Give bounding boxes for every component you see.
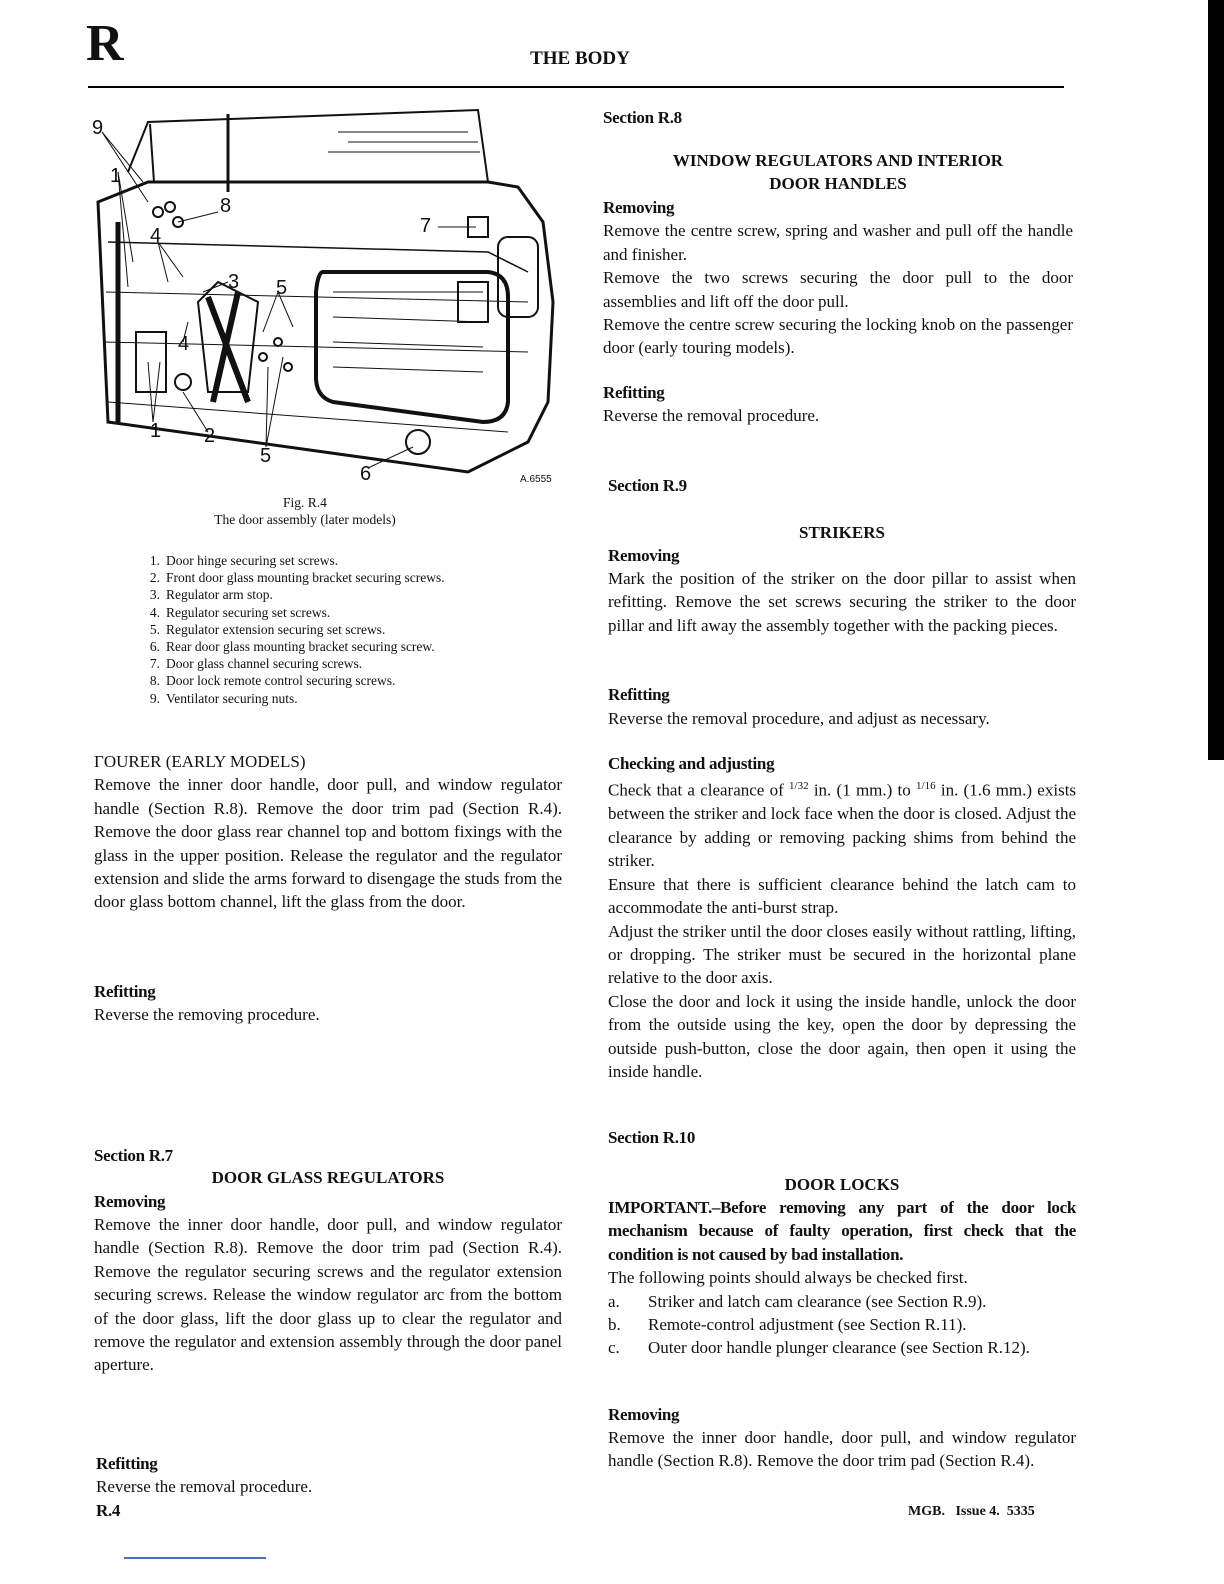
scan-mark	[124, 1557, 266, 1559]
r7-title: DOOR GLASS REGULATORS	[211, 1168, 445, 1187]
list-item: a. Striker and latch cam clearance (see Section R.9).	[608, 1291, 987, 1311]
list-item: 7. Door glass channel securing screws.	[149, 656, 363, 672]
r9-refit-text: Reverse the removal procedure, and adjust as necessary.	[608, 709, 990, 728]
door-assembly-figure	[88, 102, 560, 486]
r7-refit-text: Reverse the removal procedure.	[96, 1477, 313, 1496]
r9-removing-heading: Removing	[608, 546, 680, 565]
r9-section: Section R.9	[608, 476, 687, 495]
tourer-refit-heading: Refitting	[94, 982, 156, 1001]
figure-label-7: 7	[420, 215, 432, 237]
list-item: 9. Ventilator securing nuts.	[149, 690, 298, 706]
r8-refit-heading: Refitting	[603, 383, 665, 402]
r8-refit-text: Reverse the removal procedure.	[603, 406, 820, 425]
r10-intro: The following points should always be checked first.	[608, 1268, 968, 1288]
figure-ref: A.6555	[520, 474, 552, 485]
figure-key-list	[132, 552, 572, 707]
r9-check-heading: Checking and adjusting	[608, 754, 775, 773]
list-item: 3. Regulator arm stop.	[149, 587, 273, 603]
r10-block	[608, 1196, 1076, 1360]
issue-footer: MGB. Issue 4. 5335	[908, 1504, 1035, 1519]
r9-refit-heading: Refitting	[608, 685, 670, 704]
r8-title-line1: WINDOW REGULATORS AND INTERIOR	[672, 151, 1004, 170]
tourer-refit-text: Reverse the removing procedure.	[94, 1005, 320, 1024]
page-title: THE BODY	[530, 48, 630, 69]
figure-label-1b: 1	[150, 420, 162, 442]
tourer-body: Remove the inner door handle, door pull, and window regulator handle (Section R.8). Remove the door trim pad (Section R.4). Remove the door glass rear channel top and bottom fixings with the glass in the upper position. Release the regulator and the regulator extension and slide the arms forward to disengage the studs from the door glass bottom channel, lift the glass from the door.	[94, 775, 562, 912]
figure-number: Fig. R.4	[283, 495, 327, 510]
r7-refit-heading: Refitting	[96, 1454, 158, 1473]
r10-removing-text: Remove the inner door handle, door pull, and window regulator handle (Section R.8). Remove the door trim pad (Section R.4).	[608, 1428, 1076, 1471]
list-item: 5. Regulator extension securing set screws.	[149, 621, 386, 637]
r7-removing-heading: Removing	[94, 1192, 166, 1211]
r9-check-para-3: Adjust the striker until the door closes easily without rattling, lifting, or dropping. The striker must be secured in the horizontal plane relative to the door axis.	[608, 921, 1076, 988]
figure-caption: The door assembly (later models)	[214, 512, 396, 527]
figure-label-3: 3	[228, 271, 240, 293]
r9-check-para-2: Ensure that there is sufficient clearance behind the latch cam to accommodate the anti-burst strap.	[608, 874, 1076, 918]
r8-title-line2: DOOR HANDLES	[769, 174, 907, 193]
fraction-one-thirtysecond: 1/32	[789, 780, 809, 793]
header-rule	[88, 86, 1064, 88]
r7-removing-text: Remove the inner door handle, door pull, and window regulator handle (Section R.8). Remove the door trim pad (Section R.4). Remove the regulator securing screws and the regulator extension securing screws. Release the window regulator arc from the bottom of the door glass, lift the door glass up to clear the regulator and remove the regulator and extension assembly through the door panel aperture.	[94, 1215, 562, 1375]
r8-para-1: Remove the centre screw, spring and washer and pull off the handle and finisher.	[603, 221, 1073, 264]
r8-para-2: Remove the two screws securing the door pull to the door assemblies and lift off the door pull.	[603, 268, 1073, 311]
figure-label-9: 9	[92, 117, 104, 139]
r8-para-3: Remove the centre screw securing the locking knob on the passenger door (early touring models).	[603, 315, 1073, 358]
figure-label-5b: 5	[260, 445, 272, 467]
list-item: c. Outer door handle plunger clearance (see Section R.12).	[608, 1338, 1030, 1358]
r9-removing-text: Mark the position of the striker on the door pillar to assist when refitting. Remove the set screws securing the striker to the door pillar and lift away the assembly together with the packing pieces.	[608, 569, 1076, 635]
figure-label-8: 8	[220, 195, 232, 217]
tourer-heading: ΓOURER (EARLY MODELS)	[94, 752, 306, 771]
r7-section: Section R.7	[94, 1146, 173, 1165]
list-item: 1. Door hinge securing set screws.	[149, 553, 339, 568]
list-item: 2. Front door glass mounting bracket securing screws.	[149, 570, 445, 586]
r10-removing-heading: Removing	[608, 1405, 680, 1424]
r9-title: STRIKERS	[799, 523, 885, 542]
r9-check-block	[608, 752, 1076, 1083]
r8-removing-block	[603, 196, 1073, 360]
r8-section: Section R.8	[603, 108, 682, 127]
scan-edge-bar	[1208, 0, 1224, 760]
figure-label-5: 5	[276, 277, 288, 299]
door-assembly-illustration	[88, 102, 560, 486]
figure-label-6: 6	[360, 463, 372, 485]
page-number: R.4	[96, 1501, 121, 1520]
list-item: 4. Regulator securing set screws.	[149, 604, 331, 620]
r10-section: Section R.10	[608, 1128, 696, 1147]
list-item: 8. Door lock remote control securing screws.	[149, 673, 396, 689]
list-item: 6. Rear door glass mounting bracket securing screw.	[149, 639, 435, 655]
r8-removing-heading: Removing	[603, 198, 675, 217]
figure-label-4: 4	[150, 225, 162, 247]
fraction-one-sixteenth: 1/16	[916, 780, 936, 793]
r10-important: IMPORTANT.–Before removing any part of the door lock mechanism because of faulty operation, first check that the condition is not caused by bad installation.	[608, 1198, 1076, 1264]
r10-title: DOOR LOCKS	[784, 1175, 900, 1194]
r9-check-para-4: Close the door and lock it using the inside handle, unlock the door from the outside using the key, open the door by depressing the outside push-button, close the door again, then open it using the inside handle.	[608, 991, 1076, 1081]
chapter-letter: R	[86, 15, 122, 72]
figure-label-1: 1	[110, 165, 122, 187]
r9-check-para-1: Check that a clearance of $^{1/32}$ in. (1 mm.) to $^{1/16}$ in. (1.6 mm.) exists between the striker and lock face when the door is closed. Adjust the clearance by adding or removing packing shims from behind the striker.	[608, 780, 1077, 871]
figure-label-2: 2	[204, 425, 216, 447]
figure-label-4b: 4	[178, 333, 190, 355]
list-item: b. Remote-control adjustment (see Section R.11).	[608, 1315, 967, 1335]
tourer-block	[94, 750, 562, 914]
